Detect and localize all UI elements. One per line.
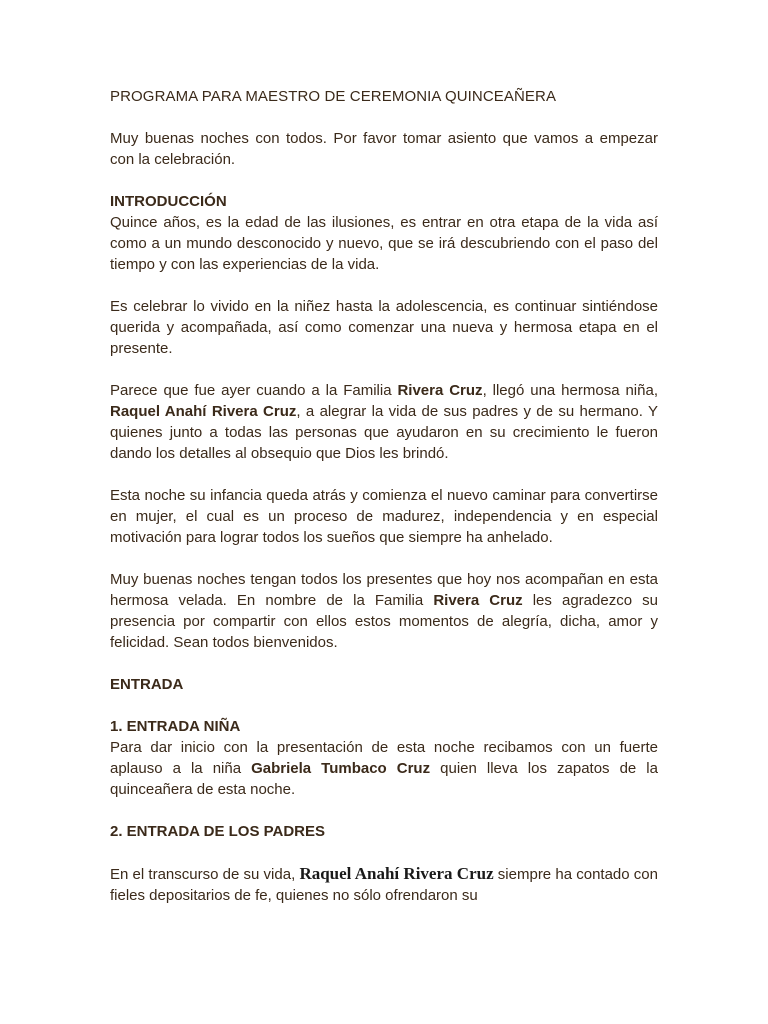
family-name: Rivera Cruz [433,592,523,609]
entrada-nina-heading: 1. ENTRADA NIÑA [110,718,241,735]
family-name: Rivera Cruz [397,382,483,399]
entrada-nina-section [110,716,658,800]
intro-paragraph-2: Es celebrar lo vivido en la niñez hasta la adolescencia, es continuar sintiéndose querida y acompañada, así como comenzar una nueva y hermosa etapa en el presente. [110,298,658,357]
quinceanera-name: Raquel Anahí Rivera Cruz [110,403,297,420]
p5-text-a: Muy buenas noches tengan todos los presentes que hoy nos acompañan en esta hermosa velada. En nombre de la Familia [110,571,658,609]
padres-quinceanera-name: Raquel Anahí Rivera Cruz [299,864,494,883]
padres-text-a: En el transcurso de su vida, [110,866,300,883]
document-page [110,86,658,927]
intro-paragraph-5 [110,569,658,653]
p3-text-c: , a alegrar la vida de sus padres y de su hermano. Y quienes junto a todas las personas que ayudaron en su crecimiento le fueron dando los detalles al obsequio que Dios les brindó. [110,403,658,462]
intro-paragraph-3 [110,380,658,464]
document-title: PROGRAMA PARA MAESTRO DE CEREMONIA QUINCEAÑERA [110,88,557,105]
nina-name: Gabriela Tumbaco Cruz [251,760,431,777]
entrada-padres-heading: 2. ENTRADA DE LOS PADRES [110,823,326,840]
entrada-padres-paragraph [110,863,658,906]
entrada-heading: ENTRADA [110,676,184,693]
greeting-paragraph: Muy buenas noches con todos. Por favor tomar asiento que vamos a empezar con la celebración. [110,130,658,168]
entrada-nina-paragraph [110,737,658,800]
nina-text-a: Para dar inicio con la presentación de esta noche recibamos con un fuerte aplauso a la niña [110,739,658,777]
p5-text-b: les agradezco su presencia por compartir con ellos estos momentos de alegría, dicha, amor y felicidad. Sean todos bienvenidos. [110,592,658,651]
intro-section [110,191,658,275]
padres-text-b: siempre ha contado con fieles depositarios de fe, quienes no sólo ofrendaron su [110,866,658,904]
p3-text-b: , llegó una hermosa niña, [482,382,658,399]
intro-heading: INTRODUCCIÓN [110,193,227,210]
p3-text-a: Parece que fue ayer cuando a la Familia [110,382,398,399]
nina-text-b: quien lleva los zapatos de la quinceañera de esta noche. [110,760,658,798]
intro-paragraph-4: Esta noche su infancia queda atrás y comienza el nuevo caminar para convertirse en mujer, el cual es un proceso de madurez, independencia y en especial motivación para lograr todos los sueños que siempre ha anhelado. [110,487,658,546]
intro-paragraph-1: Quince años, es la edad de las ilusiones, es entrar en otra etapa de la vida así como a un mundo desconocido y nuevo, que se irá descubriendo con el paso del tiempo y con las experiencias de la vida. [110,214,658,273]
